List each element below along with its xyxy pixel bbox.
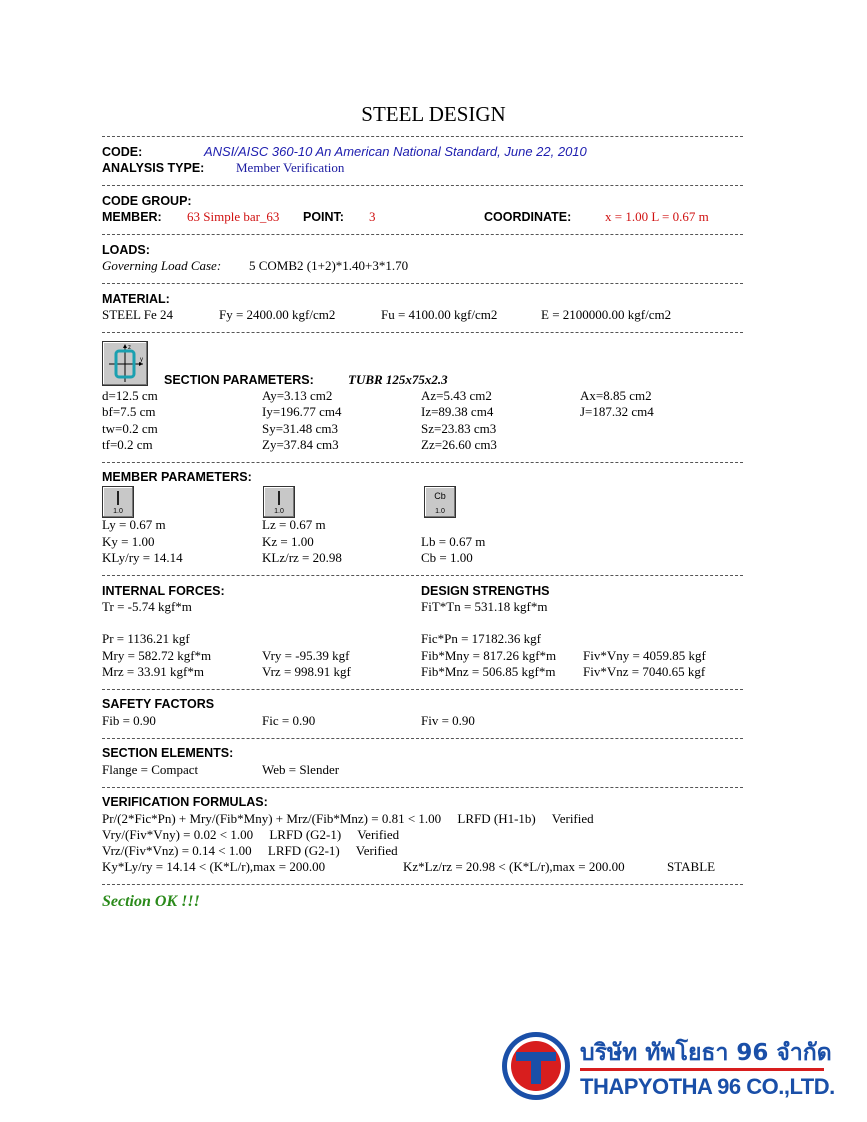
section-value: Iy=196.77 cm4 [262,404,342,419]
code-value: ANSI/AISC 360-10 An American National Standard, June 22, 2010 [204,144,587,159]
loads-label: LOADS: [102,243,150,257]
member-param: Lz = 0.67 m [262,517,326,532]
code-label: CODE: [102,145,143,159]
section-value: Sy=31.48 cm3 [262,421,338,436]
buckling-y-icon [102,486,134,518]
section-value: d=12.5 cm [102,388,158,403]
strength-value: Fic*Pn = 17182.36 kgf [421,631,542,646]
strength-value: FiT*Tn = 531.18 kgf*m [421,599,548,614]
web-class: Web = Slender [262,762,340,777]
company-name-english: THAPYOTHA 96 CO.,LTD. [580,1074,835,1099]
tube-section-icon [102,341,148,386]
safety-factors-label: SAFETY FACTORS [102,697,215,711]
section-value: J=187.32 cm4 [580,404,654,419]
material-fu: Fu = 4100.00 kgf/cm2 [381,307,498,322]
svg-text:z: z [128,345,131,351]
company-name-thai: บริษัท ทัพโยธา 96 จำกัด [580,1040,832,1066]
logo-divider [580,1068,824,1071]
section-label: SECTION PARAMETERS: [164,373,314,387]
material-name: STEEL Fe 24 [102,307,174,322]
member-params-label: MEMBER PARAMETERS: [102,470,252,484]
divider [102,462,743,463]
icon-label: 1.0 [113,508,123,515]
member-param: Lb = 0.67 m [421,534,486,549]
member-param: Ky = 1.00 [102,534,155,549]
buckling-z-icon [263,486,295,518]
verification-slenderness-z: Kz*Lz/rz = 20.98 < (K*L/r),max = 200.00 [403,859,625,874]
page-title: STEEL DESIGN [361,102,506,126]
icon-label: 1.0 [435,508,445,515]
section-value: Zy=37.84 cm3 [262,437,339,452]
internal-forces-label: INTERNAL FORCES: [102,584,225,598]
divider [102,738,743,739]
cb-factor-icon [424,486,456,518]
force-value: Vrz = 998.91 kgf [262,664,351,679]
safety-value: Fic = 0.90 [262,713,316,728]
icon-label: Cb [434,491,446,501]
divider [102,283,743,284]
divider [102,884,743,885]
point-label: POINT: [303,210,344,224]
divider [102,234,743,235]
section-value: Sz=23.83 cm3 [421,421,497,436]
svg-text:y: y [140,357,143,363]
safety-value: Fib = 0.90 [102,713,156,728]
force-value: Vry = -95.39 kgf [262,648,350,663]
member-param: Ly = 0.67 m [102,517,166,532]
verification-slenderness-y: Ky*Ly/ry = 14.14 < (K*L/r),max = 200.00 [102,859,326,874]
divider [102,136,743,137]
design-strengths-label: DESIGN STRENGTHS [421,584,550,598]
member-param: KLz/rz = 20.98 [262,550,342,565]
strength-value: Fiv*Vny = 4059.85 kgf [583,648,706,663]
section-value: Az=5.43 cm2 [421,388,492,403]
section-value: Iz=89.38 cm4 [421,404,494,419]
load-case-value: 5 COMB2 (1+2)*1.40+3*1.70 [249,258,409,273]
force-value: Pr = 1136.21 kgf [102,631,190,646]
verification-label: VERIFICATION FORMULAS: [102,795,268,809]
section-value: Zz=26.60 cm3 [421,437,497,452]
section-value: tw=0.2 cm [102,421,158,436]
force-value: Tr = -5.74 kgf*m [102,599,192,614]
material-fy: Fy = 2400.00 kgf/cm2 [219,307,336,322]
material-label: MATERIAL: [102,292,170,306]
analysis-value: Member Verification [236,160,345,175]
section-value: tf=0.2 cm [102,437,153,452]
section-value: bf=7.5 cm [102,404,156,419]
member-param: Kz = 1.00 [262,534,314,549]
verification-line: Pr/(2*Fic*Pn) + Mry/(Fib*Mny) + Mrz/(Fib*Mnz) = 0.81 < 1.00 LRFD (H1-1b) Verified [102,811,594,826]
divider [102,332,743,333]
company-logo-icon [500,1030,572,1102]
divider [102,575,743,576]
verification-line: Vry/(Fiv*Vny) = 0.02 < 1.00 LRFD (G2-1) Verified [102,827,400,842]
section-value: Ay=3.13 cm2 [262,388,333,403]
member-value: 63 Simple bar_63 [187,209,280,224]
section-name: TUBR 125x75x2.3 [348,372,448,387]
section-elements-label: SECTION ELEMENTS: [102,746,234,760]
section-value: Ax=8.85 cm2 [580,388,652,403]
strength-value: Fib*Mnz = 506.85 kgf*m [421,664,556,679]
force-value: Mrz = 33.91 kgf*m [102,664,204,679]
stability-status: STABLE [667,859,716,874]
strength-value: Fib*Mny = 817.26 kgf*m [421,648,557,663]
member-param: Cb = 1.00 [421,550,473,565]
result-status: Section OK !!! [102,893,200,910]
member-label: MEMBER: [102,210,162,224]
member-param: KLy/ry = 14.14 [102,550,183,565]
verification-line: Vrz/(Fiv*Vnz) = 0.14 < 1.00 LRFD (G2-1) Verified [102,843,398,858]
strength-value: Fiv*Vnz = 7040.65 kgf [583,664,706,679]
load-case-label: Governing Load Case: [102,258,222,273]
material-e: E = 2100000.00 kgf/cm2 [541,307,672,322]
divider [102,185,743,186]
flange-class: Flange = Compact [102,762,199,777]
point-value: 3 [369,209,376,224]
coordinate-label: COORDINATE: [484,210,572,224]
icon-label: 1.0 [274,508,284,515]
divider [102,787,743,788]
safety-value: Fiv = 0.90 [421,713,475,728]
divider [102,689,743,690]
coordinate-value: x = 1.00 L = 0.67 m [605,209,709,224]
code-group-label: CODE GROUP: [102,194,192,208]
analysis-label: ANALYSIS TYPE: [102,161,205,175]
force-value: Mry = 582.72 kgf*m [102,648,212,663]
